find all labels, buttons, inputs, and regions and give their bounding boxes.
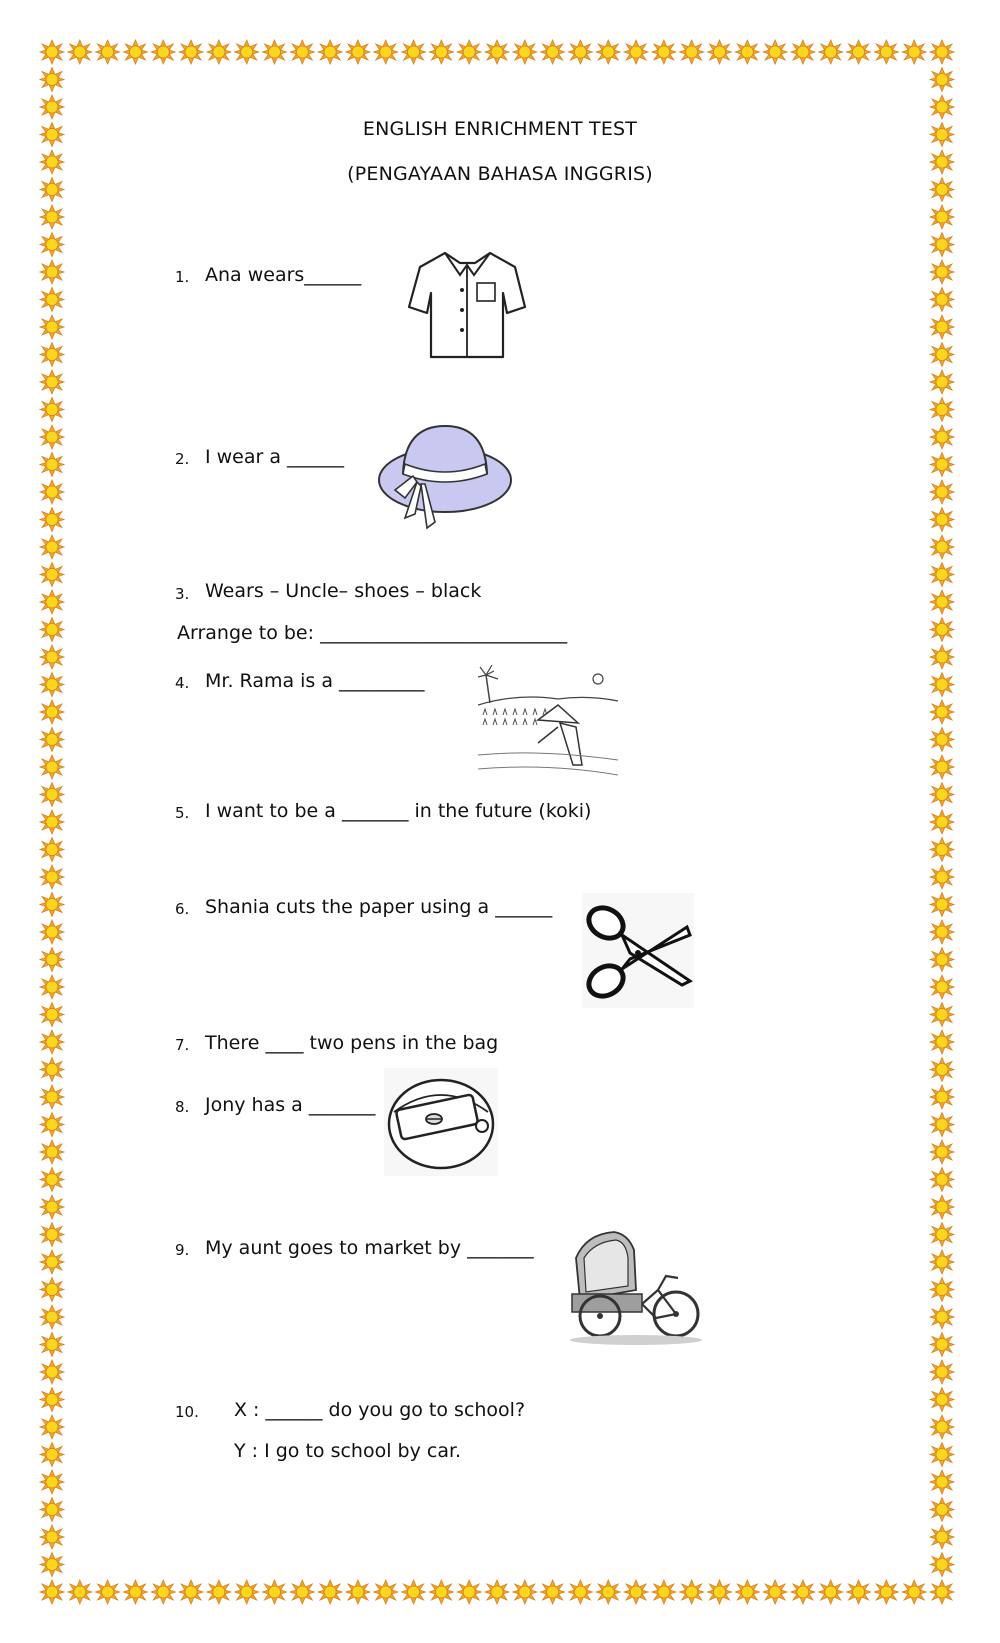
sun-border-icon xyxy=(763,40,787,64)
question-6-text: Shania cuts the paper using a ______ xyxy=(205,896,553,918)
question-4-number: 4. xyxy=(175,674,190,692)
sun-border-icon xyxy=(40,205,64,229)
sun-border-icon xyxy=(40,40,64,64)
sun-border-icon xyxy=(40,755,64,779)
sun-border-icon xyxy=(930,1195,954,1219)
sun-border-icon xyxy=(930,618,954,642)
sun-border-icon xyxy=(290,40,314,64)
sun-border-icon xyxy=(179,1580,203,1604)
sun-border-icon xyxy=(930,1415,954,1439)
sun-border-icon xyxy=(930,673,954,697)
sun-border-icon xyxy=(930,755,954,779)
sun-border-icon xyxy=(318,40,342,64)
sun-border-icon xyxy=(763,1580,787,1604)
sun-border-icon xyxy=(568,40,592,64)
sun-border-icon xyxy=(374,40,398,64)
sun-border-icon xyxy=(40,1305,64,1329)
sun-border-icon xyxy=(40,1525,64,1549)
sun-border-icon xyxy=(402,1580,426,1604)
sun-border-icon xyxy=(902,1580,926,1604)
sun-border-icon xyxy=(40,700,64,724)
sun-border-icon xyxy=(40,260,64,284)
sun-border-icon xyxy=(930,1443,954,1467)
farmer-icon xyxy=(478,665,618,785)
sun-border-icon xyxy=(40,1223,64,1247)
sun-border-icon xyxy=(40,728,64,752)
sun-border-icon xyxy=(40,1085,64,1109)
sun-border-icon xyxy=(40,563,64,587)
sun-border-icon xyxy=(40,1003,64,1027)
sun-border-icon xyxy=(930,1030,954,1054)
sun-border-icon xyxy=(40,1140,64,1164)
sun-border-icon xyxy=(930,590,954,614)
sun-border-icon xyxy=(930,453,954,477)
sun-border-icon xyxy=(40,425,64,449)
sun-border-icon xyxy=(930,508,954,532)
page-subtitle: (PENGAYAAN BAHASA INGGRIS) xyxy=(347,163,653,185)
sun-border-icon xyxy=(40,1195,64,1219)
sun-border-icon xyxy=(40,1415,64,1439)
sun-border-icon xyxy=(708,1580,732,1604)
sun-border-icon xyxy=(263,40,287,64)
sun-border-icon xyxy=(123,40,147,64)
sun-border-icon xyxy=(930,1003,954,1027)
sun-border-icon xyxy=(930,398,954,422)
sun-border-icon xyxy=(930,1498,954,1522)
sun-border-icon xyxy=(40,535,64,559)
sun-border-icon xyxy=(485,1580,509,1604)
sun-border-icon xyxy=(930,1580,954,1604)
sun-border-icon xyxy=(346,40,370,64)
sun-border-icon xyxy=(40,1113,64,1137)
sun-border-icon xyxy=(930,838,954,862)
sun-border-icon xyxy=(40,1360,64,1384)
sun-border-icon xyxy=(930,1525,954,1549)
sun-border-icon xyxy=(930,260,954,284)
sun-border-icon xyxy=(930,1085,954,1109)
question-1-text: Ana wears______ xyxy=(205,264,362,286)
sun-border-icon xyxy=(207,1580,231,1604)
sun-border-icon xyxy=(819,40,843,64)
sun-border-icon xyxy=(930,728,954,752)
sun-border-icon xyxy=(930,1388,954,1412)
sun-border-icon xyxy=(791,1580,815,1604)
sun-border-icon xyxy=(791,40,815,64)
sun-border-icon xyxy=(96,40,120,64)
sun-border-icon xyxy=(708,40,732,64)
sun-border-icon xyxy=(930,563,954,587)
sun-border-icon xyxy=(930,1223,954,1247)
sun-border-icon xyxy=(40,1058,64,1082)
sun-border-icon xyxy=(429,1580,453,1604)
sun-border-icon xyxy=(40,508,64,532)
sun-border-icon xyxy=(541,1580,565,1604)
sun-border-icon xyxy=(40,810,64,834)
question-9-text: My aunt goes to market by _______ xyxy=(205,1237,534,1259)
sun-border-icon xyxy=(40,1388,64,1412)
sun-border-icon xyxy=(40,453,64,477)
question-10-line-x: X : ______ do you go to school? xyxy=(234,1399,526,1421)
sun-border-icon xyxy=(930,288,954,312)
sun-border-icon xyxy=(68,40,92,64)
question-3-arrange-prompt: Arrange to be: __________________________ xyxy=(177,622,568,644)
sun-border-icon xyxy=(930,645,954,669)
sun-border-icon xyxy=(40,1278,64,1302)
question-8-number: 8. xyxy=(175,1098,190,1116)
sun-border-icon xyxy=(40,838,64,862)
question-7-text: There ____ two pens in the bag xyxy=(205,1032,499,1054)
sun-border-icon xyxy=(735,1580,759,1604)
sun-border-icon xyxy=(930,1058,954,1082)
sun-border-icon xyxy=(40,1553,64,1577)
sun-border-icon xyxy=(40,1443,64,1467)
sun-border-icon xyxy=(847,40,871,64)
sun-border-icon xyxy=(40,95,64,119)
sun-border-icon xyxy=(541,40,565,64)
sun-border-icon xyxy=(457,40,481,64)
sun-border-icon xyxy=(40,480,64,504)
question-5-number: 5. xyxy=(175,804,190,822)
sun-border-icon xyxy=(596,1580,620,1604)
sharpener-icon xyxy=(384,1068,498,1176)
sun-border-icon xyxy=(930,1360,954,1384)
sun-border-icon xyxy=(40,948,64,972)
sun-border-icon xyxy=(40,673,64,697)
sun-border-icon xyxy=(40,1470,64,1494)
sun-border-icon xyxy=(40,893,64,917)
sun-border-icon xyxy=(151,1580,175,1604)
question-3-text: Wears – Uncle– shoes – black xyxy=(205,580,482,602)
sun-border-icon xyxy=(40,645,64,669)
question-7-number: 7. xyxy=(175,1036,190,1054)
question-1-number: 1. xyxy=(175,268,190,286)
question-9-number: 9. xyxy=(175,1241,190,1259)
sun-border-icon xyxy=(96,1580,120,1604)
shirt-icon xyxy=(405,245,530,365)
sun-border-icon xyxy=(930,370,954,394)
hat-icon xyxy=(375,418,515,533)
sun-border-icon xyxy=(568,1580,592,1604)
sun-border-icon xyxy=(930,1250,954,1274)
question-2-text: I wear a ______ xyxy=(205,446,345,468)
sun-border-icon xyxy=(151,40,175,64)
sun-border-icon xyxy=(624,1580,648,1604)
sun-border-icon xyxy=(874,1580,898,1604)
sun-border-icon xyxy=(735,40,759,64)
sun-border-icon xyxy=(930,700,954,724)
sun-border-icon xyxy=(930,1113,954,1137)
sun-border-icon xyxy=(930,425,954,449)
sun-border-icon xyxy=(930,535,954,559)
sun-border-icon xyxy=(930,975,954,999)
sun-border-icon xyxy=(930,920,954,944)
sun-border-icon xyxy=(513,40,537,64)
sun-border-icon xyxy=(402,40,426,64)
sun-border-icon xyxy=(930,1278,954,1302)
sun-border-icon xyxy=(930,205,954,229)
sun-border-icon xyxy=(346,1580,370,1604)
sun-border-icon xyxy=(930,810,954,834)
sun-border-icon xyxy=(40,343,64,367)
question-6-number: 6. xyxy=(175,900,190,918)
sun-border-icon xyxy=(235,1580,259,1604)
sun-border-icon xyxy=(930,68,954,92)
sun-border-icon xyxy=(457,1580,481,1604)
question-8-text: Jony has a _______ xyxy=(205,1094,376,1116)
sun-border-icon xyxy=(40,1168,64,1192)
sun-border-icon xyxy=(930,40,954,64)
sun-border-icon xyxy=(40,1498,64,1522)
sun-border-icon xyxy=(680,1580,704,1604)
sun-border-icon xyxy=(179,40,203,64)
sun-border-icon xyxy=(374,1580,398,1604)
sun-border-icon xyxy=(40,288,64,312)
sun-border-icon xyxy=(40,1250,64,1274)
sun-border-icon xyxy=(930,893,954,917)
question-5-text: I want to be a _______ in the future (koki) xyxy=(205,800,592,822)
sun-border-icon xyxy=(290,1580,314,1604)
sun-border-icon xyxy=(930,1140,954,1164)
page-title: ENGLISH ENRICHMENT TEST xyxy=(362,118,638,140)
sun-border-icon xyxy=(596,40,620,64)
sun-border-icon xyxy=(123,1580,147,1604)
sun-border-icon xyxy=(40,1030,64,1054)
sun-border-icon xyxy=(40,975,64,999)
sun-border-icon xyxy=(40,783,64,807)
sun-border-icon xyxy=(652,40,676,64)
sun-border-icon xyxy=(624,40,648,64)
sun-border-icon xyxy=(930,1305,954,1329)
sun-border-icon xyxy=(40,590,64,614)
question-10-line-y: Y : I go to school by car. xyxy=(234,1440,462,1462)
sun-border-icon xyxy=(485,40,509,64)
sun-border-icon xyxy=(318,1580,342,1604)
sun-border-icon xyxy=(429,40,453,64)
sun-border-icon xyxy=(263,1580,287,1604)
sun-border-icon xyxy=(40,920,64,944)
question-2-number: 2. xyxy=(175,450,190,468)
sun-border-icon xyxy=(930,315,954,339)
sun-border-icon xyxy=(680,40,704,64)
sun-border-icon xyxy=(930,783,954,807)
sun-border-icon xyxy=(819,1580,843,1604)
sun-border-icon xyxy=(207,40,231,64)
sun-border-icon xyxy=(40,233,64,257)
sun-border-icon xyxy=(902,40,926,64)
sun-border-icon xyxy=(40,1580,64,1604)
sun-border-icon xyxy=(930,948,954,972)
sun-border-icon xyxy=(930,1168,954,1192)
sun-border-icon xyxy=(235,40,259,64)
sun-border-icon xyxy=(930,343,954,367)
sun-border-icon xyxy=(40,370,64,394)
sun-border-icon xyxy=(40,315,64,339)
scissors-icon xyxy=(582,893,694,1008)
pedicab-icon xyxy=(566,1228,706,1346)
sun-border-icon xyxy=(930,233,954,257)
sun-border-icon xyxy=(40,865,64,889)
question-10-number: 10. xyxy=(175,1403,199,1421)
sun-border-icon xyxy=(652,1580,676,1604)
sun-border-icon xyxy=(40,1333,64,1357)
sun-border-icon xyxy=(40,398,64,422)
sun-border-icon xyxy=(930,865,954,889)
sun-border-icon xyxy=(513,1580,537,1604)
sun-border-icon xyxy=(930,95,954,119)
question-4-text: Mr. Rama is a _________ xyxy=(205,670,425,692)
sun-border-icon xyxy=(68,1580,92,1604)
sun-border-icon xyxy=(930,480,954,504)
sun-border-icon xyxy=(847,1580,871,1604)
sun-border-icon xyxy=(930,1333,954,1357)
sun-border-icon xyxy=(930,1470,954,1494)
sun-border-icon xyxy=(40,618,64,642)
question-3-number: 3. xyxy=(175,585,190,603)
sun-border-icon xyxy=(874,40,898,64)
sun-border-icon xyxy=(40,68,64,92)
sun-border-icon xyxy=(930,1553,954,1577)
